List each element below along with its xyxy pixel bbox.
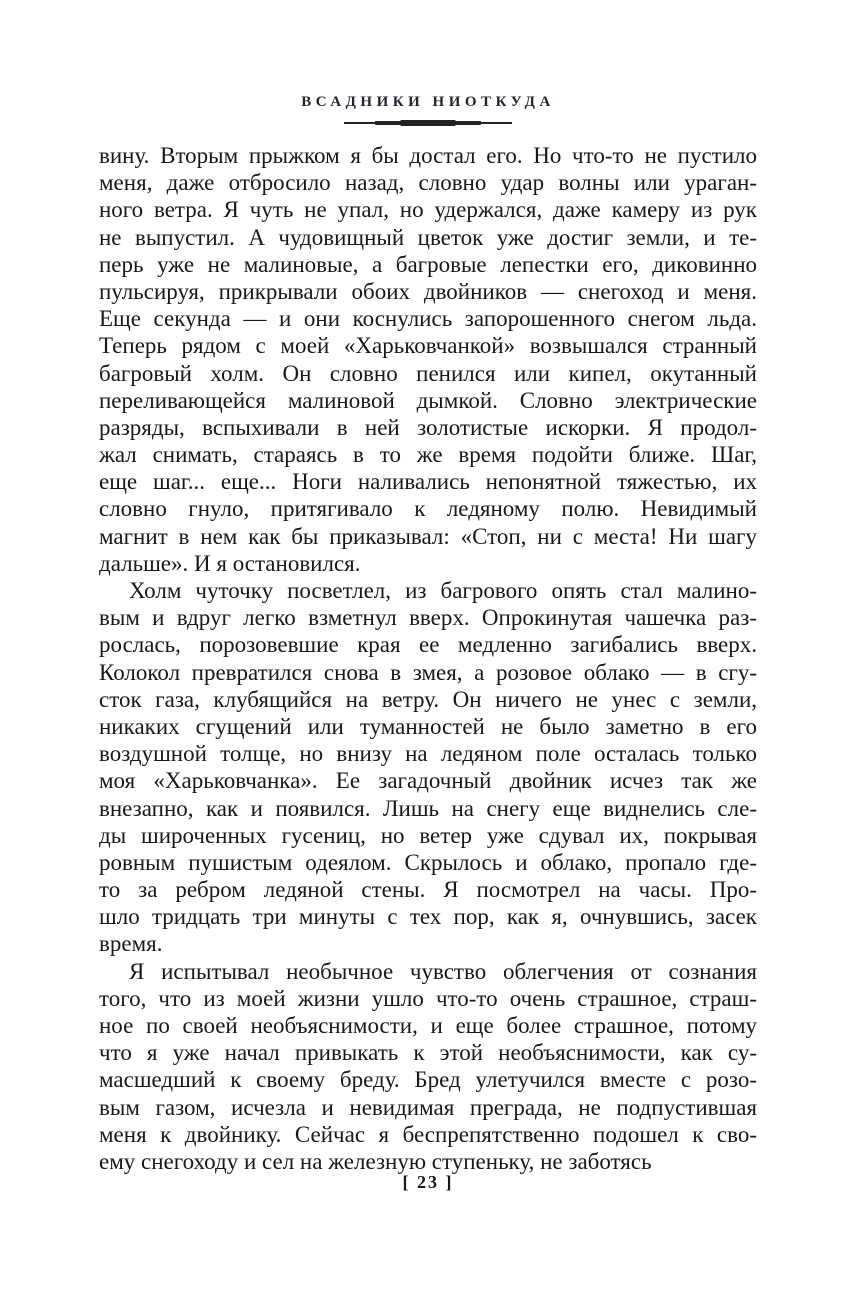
text-line: внезапно, как и появился. Лишь на снегу еще виднелись сле- [99,795,757,821]
text-line: Колокол превратился снова в змея, а розовое облако — в сгу- [99,659,757,685]
page-number: [ 23 ] [402,1172,454,1192]
text-line: перь уже не малиновые, а багровые лепестки его, диковинно [99,251,757,277]
text-line: Теперь рядом с моей «Харьковчанкой» возвышался странный [99,333,757,359]
text-line: того, что из моей жизни ушло что-то очень страшное, страш- [99,985,757,1011]
text-line: меня, даже отбросило назад, словно удар волны или ураган- [99,170,757,196]
text-line: не выпустил. А чудовищный цветок уже достиг земли, и те- [99,224,757,250]
text-line: вину. Вторым прыжком я бы достал его. Но что-то не пустило [99,143,757,168]
text-line: моя «Харьковчанка». Ее загадочный двойник исчез так же [99,768,757,794]
text-line: Холм чуточку посветлел, из багрового опять стал малино- [129,578,757,603]
header-ornament-rule [99,117,757,129]
text-line: ему снегоходу и сел на железную ступеньку, не заботясь [99,1148,652,1174]
text-line: что я уже начал привыкать к этой необъяснимости, как су- [99,1040,757,1066]
text-line: дальше». И я остановился. [99,550,361,576]
ornament-center-bar [400,120,456,126]
text-line: сток газа, клубящийся на ветру. Он ничего не унес с земли, [99,686,757,712]
text-line: Еще секунда — и они коснулись запорошенного снегом льда. [99,306,757,332]
text-line: ное по своей необъяснимости, и еще более страшное, потому [99,1013,757,1038]
text-line: масшедший к своему бреду. Бред улетучился вместе с розо- [99,1067,757,1093]
text-line: багровый холм. Он словно пенился или кипел, окутанный [99,360,757,386]
text-line: время. [99,931,163,957]
text-line: вым и вдруг легко взметнул вверх. Опрокинутая чашечка раз- [99,605,757,631]
text-line: ды широченных гусениц, но ветер уже сдувал их, покрывая [99,822,757,848]
text-line: ровным пушистым одеялом. Скрылось и облако, пропало где- [99,849,757,875]
text-line: ного ветра. Я чуть не упал, но удержался, даже камеру из рук [99,197,757,223]
text-line: магнит в нем как бы приказывал: «Стоп, ни с места! Ни шагу [99,523,757,549]
running-header: ВСАДНИКИ НИОТКУДА [301,94,555,110]
text-line: вым газом, исчезла и невидимая преграда, не подпустившая [99,1094,757,1120]
text-line: воздушной толще, но внизу на ледяном поле осталась только [99,741,757,767]
text-line: то за ребром ледяной стены. Я посмотрел на часы. Про- [99,877,757,903]
text-line: переливающейся малиновой дымкой. Словно электрические [99,387,757,413]
text-line: жал снимать, стараясь в то же время подойти ближе. Шаг, [99,442,757,468]
text-line: никаких сгущений или туманностей не было заметно в его [99,713,757,739]
text-line: рослась, порозовевшие края ее медленно загибались вверх. [99,632,757,658]
text-line: разряды, вспыхивали в ней золотистые искорки. Я продол- [99,414,757,440]
text-line: пульсируя, прикрывали обоих двойников — снегоход и меня. [99,278,757,304]
text-line: еще шаг... еще... Ноги наливались непонятной тяжестью, их [99,469,757,495]
text-line: шло тридцать три минуты с тех пор, как я, очнувшись, засек [99,904,757,930]
text-line: Я испытывал необычное чувство облегчения от сознания [129,958,757,984]
body-text [99,142,757,1175]
text-line: словно гнуло, притягивало к ледяному полю. Невидимый [99,496,757,522]
text-line: меня к двойнику. Сейчас я беспрепятственно подошел к сво- [99,1121,757,1147]
